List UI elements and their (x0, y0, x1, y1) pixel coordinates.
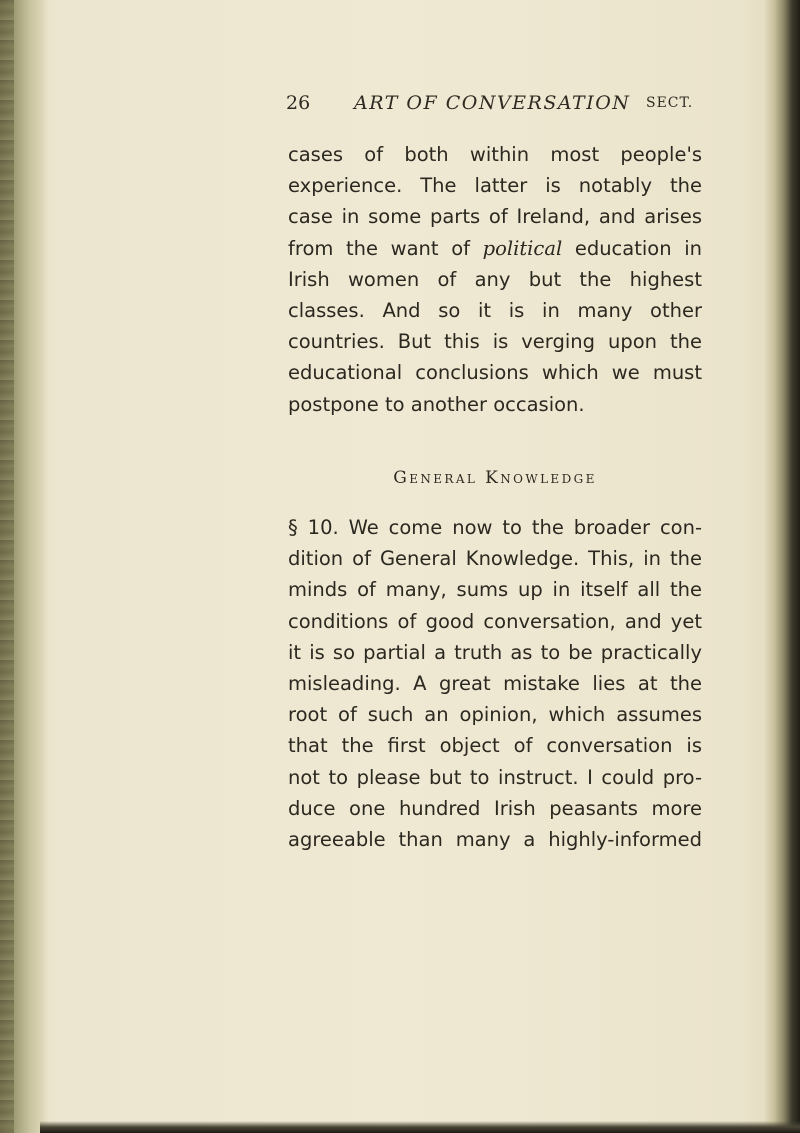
text-line: minds of many, sums up in itself all the (288, 578, 702, 602)
text-line: classes. And so it is in many other (288, 298, 702, 322)
text-line: experience. The latter is notably the (288, 174, 702, 198)
text-segment: education in (562, 236, 702, 260)
page-number: 26 (286, 92, 311, 114)
text-line-with-italic (288, 233, 702, 264)
paragraph-2 (288, 512, 702, 855)
text-line: not to please but to instruct. I could pro- (288, 765, 702, 789)
italic-word: political (482, 236, 563, 260)
text-line: it is so partial a truth as to be practically (288, 640, 702, 664)
text-line: duce one hundred Irish peasants more (288, 796, 702, 820)
paragraph-1 (288, 139, 702, 420)
text-line: root of such an opinion, which assumes (288, 703, 702, 727)
text-segment: from the want of (288, 236, 483, 260)
running-header (286, 92, 706, 118)
section-heading (288, 468, 702, 488)
text-line: § 10. We come now to the broader con- (288, 516, 702, 539)
text-line: case in some parts of Ireland, and arises (288, 205, 702, 229)
text-line: countries. But this is verging upon the (288, 330, 702, 354)
text-line: postpone to another occasion. (288, 392, 585, 416)
text-line: educational conclusions which we must (288, 361, 702, 385)
text-line: agreeable than many a highly-informed (288, 827, 702, 851)
running-title: ART OF CONVERSATION (354, 92, 631, 114)
section-label: SECT. (646, 95, 694, 111)
text-line: cases of both within most people's (288, 143, 702, 166)
text-line: Irish women of any but the highest (288, 267, 702, 291)
text-line: that the first object of conversation is (288, 734, 702, 758)
section-heading-text: General Knowledge (393, 468, 597, 488)
text-line: misleading. A great mistake lies at the (288, 671, 702, 695)
text-line: conditions of good conversation, and yet (288, 609, 702, 633)
text-line: dition of General Knowledge. This, in the (288, 547, 702, 571)
